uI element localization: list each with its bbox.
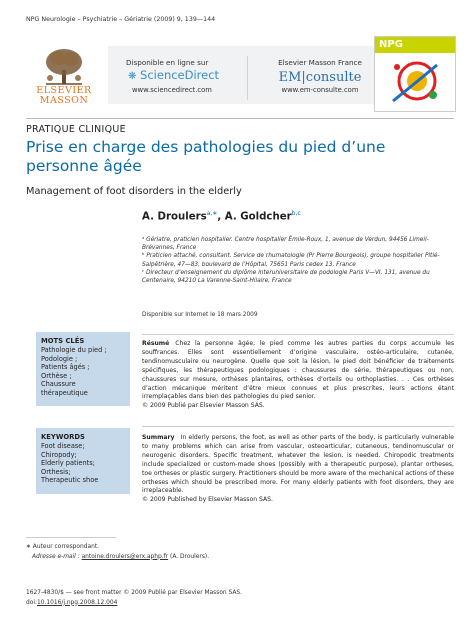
- abstract-en-text: In elderly persons, the foot, as well as other parts of the body, is particularly vulnerable to many problems which can arise from vascular, osteoarticular, cutaneous, tendinomuscular or neurogenic disorders. Specific treatment, whatever the lesion, is needed. Chiropodic treatments include specialized or custom-made shoes (possibly with a therapeutic purpose), plantar ortheses, toe ortheses or plastic surgery. Practitioners should be more aware of the mechanical actions of these ortheses which should be prescribed more. For many elderly patients with foot disorders, they are irreplaceable.: [142, 434, 454, 495]
- abstract-en-copyright: © 2009 Published by Elsevier Masson SAS.: [142, 496, 273, 504]
- footnote-rule: [26, 537, 116, 538]
- elsevier-tree-icon: [40, 46, 88, 86]
- keyword-item: thérapeutique: [41, 388, 88, 397]
- email-suffix: (A. Droulers).: [170, 553, 210, 560]
- email-link[interactable]: antoine.droulers@erx.aphp.fr: [81, 553, 169, 560]
- article-title: Prise en charge des pathologies du pied d’une personne âgée: [26, 138, 386, 175]
- journal-cover-thumbnail: [374, 36, 456, 112]
- doi-prefix: doi:: [26, 599, 37, 606]
- author-name[interactable]: A. Droulers: [142, 211, 207, 223]
- emconsulte-url[interactable]: www.em-consulte.com: [281, 86, 359, 94]
- abstract-top-rule: [142, 334, 454, 335]
- banner-divider: [247, 56, 248, 100]
- keyword-item: Therapeutic shoe: [41, 476, 99, 485]
- abstract-en: [142, 434, 454, 505]
- header-rule: [26, 118, 454, 119]
- publication-info: [26, 589, 242, 608]
- keywords-en-box: [36, 428, 130, 494]
- footnote-email-line: [26, 553, 209, 563]
- keywords-fr-heading: MOTS CLÉS: [41, 337, 85, 345]
- elsevier-masson-wordmark: ELSEVIER MASSON: [36, 85, 92, 106]
- keyword-item: Elderly patients;: [41, 459, 95, 468]
- elsevier-logo: [26, 44, 102, 110]
- available-online-label: Disponible en ligne sur: [126, 58, 209, 67]
- keyword-item: Chiropody;: [41, 450, 77, 459]
- footnote-marker: ∗ Auteur correspondant.: [26, 544, 100, 550]
- sciencedirect-logo[interactable]: ❋ ScienceDirect: [128, 68, 220, 82]
- doi-link[interactable]: 10.1016/j.npg.2008.12.004: [36, 599, 118, 606]
- keyword-item: Orthèse ;: [41, 371, 72, 380]
- keyword-item: Orthesis;: [41, 467, 71, 476]
- keywords-fr-box: [36, 332, 130, 406]
- email-label: Adresse e-mail :: [32, 553, 80, 560]
- abstract-fr-copyright: © 2009 Publié par Elsevier Masson SAS.: [142, 402, 265, 410]
- cover-artwork-icon: [383, 55, 447, 107]
- article-subtitle: Management of foot disorders in the elderly: [26, 186, 242, 197]
- journal-citation: NPG Neurologie – Psychiatrie – Gériatrie (2009) 9, 139—144: [26, 16, 216, 23]
- sciencedirect-swirl-icon: ❋: [128, 71, 137, 82]
- affiliation-b: ᵇ Praticien attaché, consultant. Service de rhumatologie (Pr Pierre Bourgeois), groupe hospitalier Pitié-Salpêtrière, 47—83, boulevard de l’Hôpital, 75651 Paris cedex 13, France: [142, 253, 440, 268]
- abstract-en-label: Summary: [142, 434, 175, 441]
- affiliation-a: ᵃ Gériatre, praticien hospitalier. Centre hospitalier Émile-Roux, 1, avenue de Verdun, 94456 Limeil-Brévannes, France: [142, 237, 429, 252]
- keywords-en-list: [41, 442, 129, 485]
- article-rubric: PRATIQUE CLINIQUE: [26, 124, 126, 135]
- online-date: Disponible sur Internet le 18 mars 2009: [142, 312, 258, 318]
- author-name[interactable]: A. Goldcher: [224, 211, 292, 223]
- doi-line: [26, 599, 242, 609]
- affiliation-c: ᶜ Directeur d’enseignement du diplôme interuniversitaire de podologie Paris V—VI. 131, avenue du Centenaire, 94210 La Varenne-Saint-Hilaire, France: [142, 269, 430, 285]
- online-availability-banner: [108, 46, 386, 104]
- author-affiliation-marker[interactable]: b,c: [291, 210, 301, 217]
- keyword-item: Pathologie du pied ;: [41, 346, 107, 354]
- keywords-en-heading: KEYWORDS: [41, 433, 85, 441]
- keyword-item: Patients âgés ;: [41, 363, 90, 372]
- cover-title: NPG: [379, 39, 403, 50]
- abstract-mid-rule: [142, 426, 454, 427]
- author-list: [142, 210, 301, 222]
- abstract-fr-text: Chez la personne âgée, le pied comme les autres parties du corps accumule les souffrances. Elles sont essentiellement d’origine vasculaire, ostéo-articulaire, cutanée, tendinomusculaire ou neurogène. Quelle que soit la lésion, le pied doit bénéficier de traitements spécifiques, les thérapeutiques podologiques : chaussures de série, thérapeutiques ou non, chaussures sur mesure, orthèses plantaires, orthèses d’orteils ou orthoplasties. . . Ces orthèses d’action mécanique méritent d’être mieux connues et plus prescrites, leurs actions étant irremplaçables dans bien des pathologies du pied senior.: [142, 340, 454, 401]
- front-matter-line: 1627-4830/$ — see front matter © 2009 Publié par Elsevier Masson SAS.: [26, 590, 243, 596]
- author-separator: ,: [217, 211, 225, 223]
- affiliations: [142, 236, 454, 285]
- elsevier-masson-france-label: Elsevier Masson France: [278, 58, 362, 67]
- emconsulte-logo[interactable]: EM|consulte: [278, 70, 362, 85]
- header: [26, 39, 454, 110]
- abstract-fr: [142, 340, 454, 411]
- keywords-fr-list: [41, 346, 129, 398]
- keyword-item: Foot disease;: [41, 442, 85, 450]
- corresponding-author-footnote: [26, 543, 209, 562]
- author-affiliation-marker[interactable]: a,∗: [206, 210, 218, 217]
- abstract-fr-label: Résumé: [142, 340, 170, 347]
- sciencedirect-url[interactable]: www.sciencedirect.com: [132, 86, 212, 94]
- keyword-item: Podologie ;: [41, 354, 78, 363]
- keyword-item: Chaussure: [41, 380, 76, 389]
